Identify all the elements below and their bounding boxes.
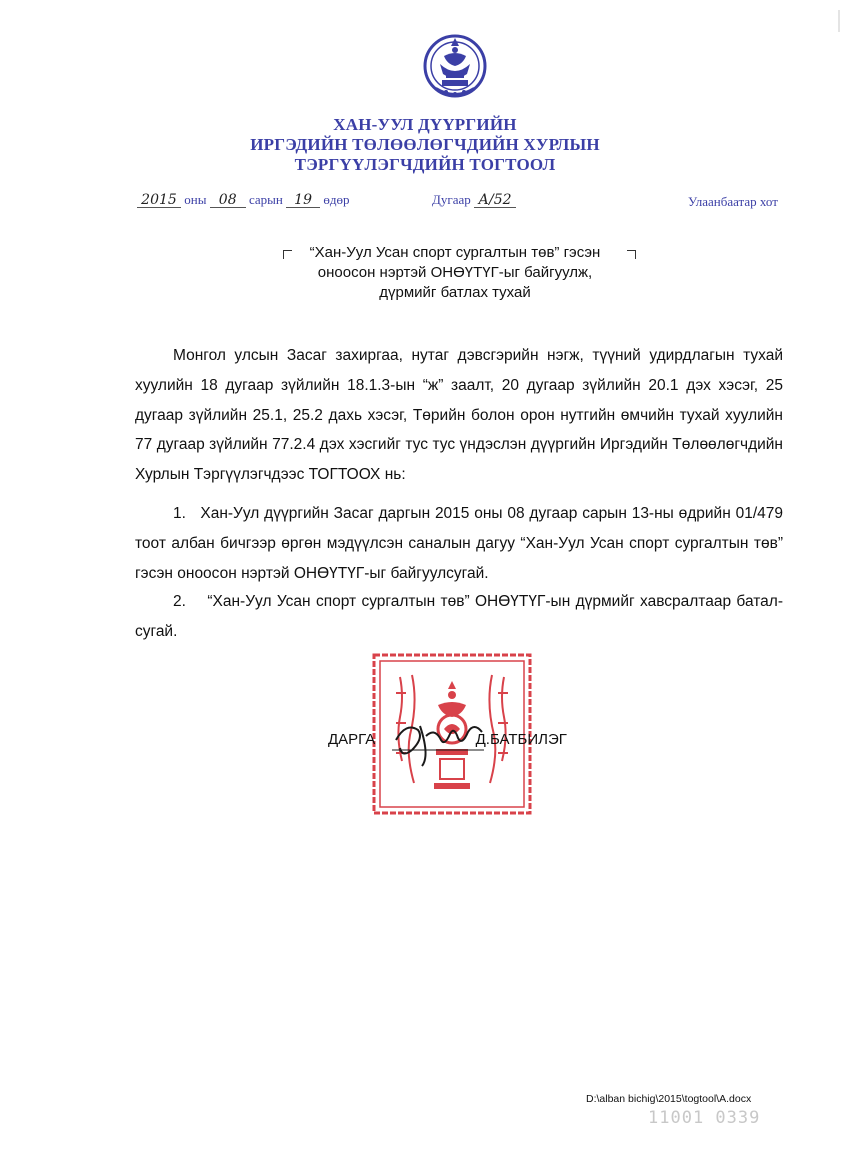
subject-line-3: дүрмийг батлах тухай bbox=[379, 284, 531, 301]
header-line-3: ТЭРГҮҮЛЭГЧДИЙН ТОГТООЛ bbox=[294, 155, 556, 174]
number-value: А/52 bbox=[474, 193, 516, 208]
number-label: Дугаар bbox=[432, 192, 471, 207]
header-line-2: ИРГЭДИЙН ТӨЛӨӨЛӨГЧДИЙН ХУРЛЫН bbox=[250, 135, 600, 154]
faint-registration-number: 11001 0339 bbox=[648, 1108, 761, 1128]
handwritten-signature bbox=[390, 712, 486, 772]
resolution-item-2 bbox=[135, 587, 783, 647]
month-label: сарын bbox=[248, 192, 283, 207]
month-value: 08 bbox=[210, 193, 246, 208]
subject-title bbox=[270, 243, 640, 303]
item-number: 2. bbox=[173, 593, 186, 610]
preamble-paragraph: Монгол улсын Засаг захиргаа, нутаг дэвсгэрийн нэгж, түүний удирдлагын тухай хуулийн 18 дугаар зүйлийн 18.1.3-ын “ж” заалт, 20 дугаар зүйлийн 20.1 дэх хэсэг, 25 дугаар зүйлийн 25.1, 25.2 дахь хэсэг, Төрийн болон орон нутгийн өмчийн тухай хуулийн 77 дугаар зүйлийн 77.2.4 дэх хэсгийг тус тус үндэслэн дүүргийн Иргэдийн Төлөөлөгчдийн Хурлын Тэргүүлэгчдээс ТОГТООХ нь: bbox=[135, 347, 783, 484]
file-path: D:\alban bichig\2015\togtool\A.docx bbox=[586, 1093, 752, 1105]
scan-edge-mark bbox=[838, 10, 840, 32]
year-value: 2015 bbox=[137, 193, 181, 208]
subject-line-1: “Хан-Уул Усан спорт сургалтын төв” гэсэн bbox=[309, 244, 601, 261]
day-label: өдөр bbox=[323, 192, 350, 207]
resolution-item-1 bbox=[135, 499, 783, 588]
item-number: 1. bbox=[173, 505, 186, 522]
year-label: оны bbox=[184, 192, 207, 207]
subject-line-2: оноосон нэртэй ОНӨҮТҮГ-ыг байгуулж, bbox=[317, 264, 593, 281]
header-line-1: ХАН-УУЛ ДҮҮРГИЙН bbox=[333, 115, 517, 134]
signatory-name: Д.БАТБИЛЭГ bbox=[475, 731, 567, 748]
signatory-title: ДАРГА bbox=[328, 731, 376, 748]
state-emblem-icon bbox=[422, 28, 488, 104]
document-number bbox=[432, 192, 516, 208]
date-line bbox=[137, 192, 349, 208]
item-text: “Хан-Уул Усан спорт сургалтын төв” ОНӨҮТҮГ-ын дүрмийг хавсралтаар баталсугай. bbox=[135, 593, 783, 640]
day-value: 19 bbox=[286, 193, 320, 208]
item-text: Хан-Уул дүүргийн Засаг даргын 2015 оны 08 дугаар сарын 13-ны өдрийн 01/479 тоот албан бичгээр өргөн мэдүүлсэн саналын дагуу “Хан-Уул Усан спорт сургалтын төв” гэсэн оноосон нэртэй ОНӨҮТҮГ-ыг байгуулсугай. bbox=[135, 505, 783, 582]
city-label: Улаанбаатар хот bbox=[688, 194, 778, 209]
